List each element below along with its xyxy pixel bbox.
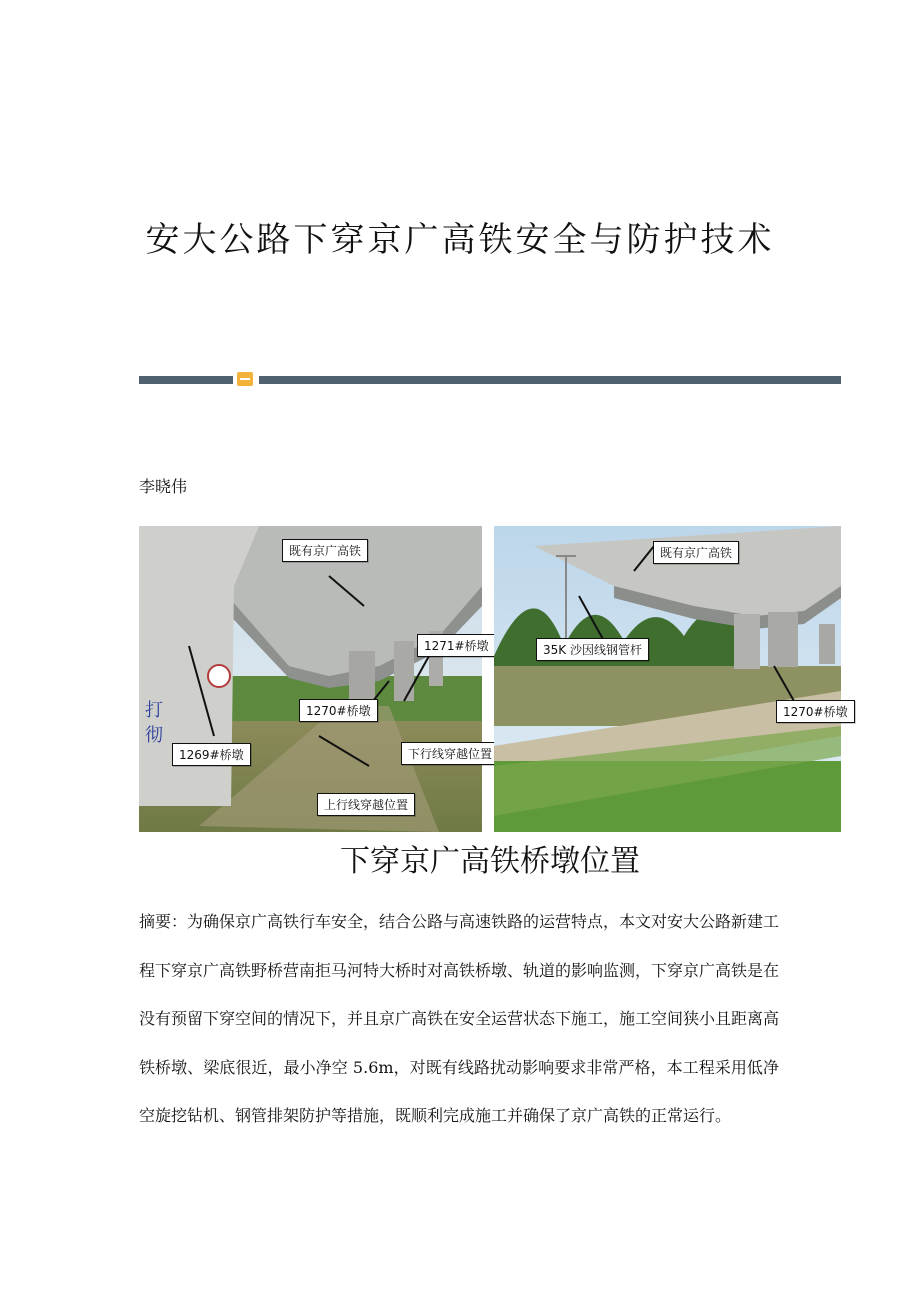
svg-text:打: 打 <box>145 700 163 721</box>
photo-right-scene <box>494 526 841 832</box>
callout-existing-line-right: 既有京广高铁 <box>653 541 739 564</box>
callout-pier-1270-left: 1270#桥墩 <box>299 699 378 722</box>
photo-left <box>139 526 493 832</box>
document-title: 安大公路下穿京广高铁安全与防护技术 <box>145 220 775 260</box>
title-divider <box>139 376 841 384</box>
divider-left-segment <box>139 376 233 384</box>
callout-down-line: 下行线穿越位置 <box>401 742 499 765</box>
callout-existing-line-left: 既有京广高铁 <box>282 539 368 562</box>
svg-text:彻: 彻 <box>145 725 163 746</box>
callout-pier-1270-right: 1270#桥墩 <box>776 700 855 723</box>
photo-right <box>494 526 848 832</box>
callout-up-line: 上行线穿越位置 <box>317 793 415 816</box>
abstract-paragraph: 摘要：为确保京广高铁行车安全，结合公路与高速铁路的运营特点，本文对安大公路新建工程下穿京广高铁野桥营南拒马河特大桥时对高铁桥墩、轨道的影响监测，下穿京广高铁是在没有预留下穿空间的情况下，并且京广高铁在安全运营状态下施工，施工空间狭小且距离高铁桥墩、梁底很近，最小净空 5.6m，对既有线路扰动影响要求非常严格，本工程采用低净空旋挖钻机、钢管排架防护等措施，既顺利完成施工并确保了京广高铁的正常运行。 <box>139 912 780 1125</box>
photo-left-scene <box>139 526 482 832</box>
figure <box>139 526 848 832</box>
callout-pier-1271: 1271#桥墩 <box>417 634 496 657</box>
figure-caption: 下穿京广高铁桥墩位置 <box>340 844 640 879</box>
callout-pole: 35K 沙因线钢管杆 <box>536 638 649 661</box>
divider-ornament-icon <box>237 372 253 386</box>
divider-right-segment <box>259 376 841 384</box>
author-name: 李晓伟 <box>139 477 188 496</box>
callout-pier-1269: 1269#桥墩 <box>172 743 251 766</box>
